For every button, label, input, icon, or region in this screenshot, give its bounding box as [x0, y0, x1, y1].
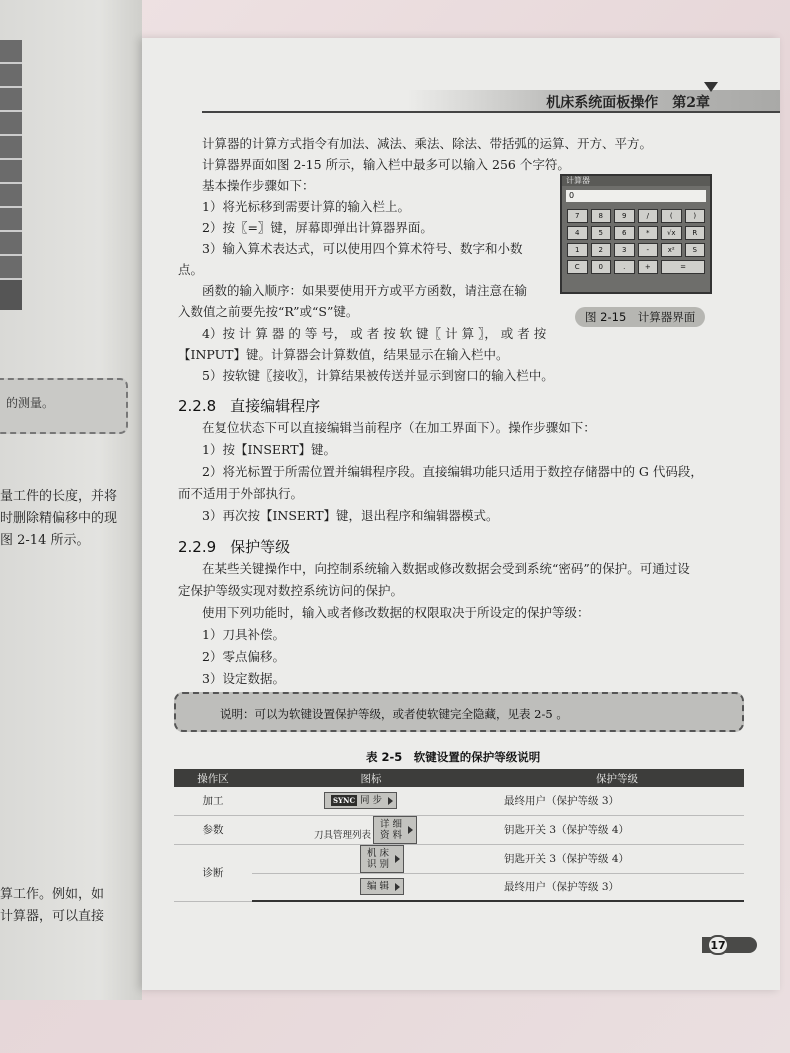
paragraph: 在某些关键操作中，向控制系统输入数据或修改数据会受到系统“密码”的保护。可通过设 — [202, 561, 690, 576]
paragraph: 定保护等级实现对数控系统访问的保护。 — [178, 583, 404, 598]
list-item: 3）设定数据。 — [202, 671, 285, 686]
table-cell-level: 最终用户（保护等级 3） — [490, 873, 744, 901]
left-page-line: 量工件的长度，并将 — [0, 489, 118, 504]
calculator-key: ( — [661, 209, 682, 223]
header-rule — [202, 111, 780, 113]
table-cell-icon — [252, 873, 490, 901]
left-page-note — [0, 378, 128, 434]
running-header: 机床系统面板操作 第2章 — [546, 95, 710, 111]
section-number: 2.2.9 — [178, 538, 217, 556]
step-line: 函数的输入顺序：如果要使用开方或平方函数，请注意在输 — [202, 283, 528, 298]
calculator-keypad — [562, 206, 710, 277]
protection-level-table — [174, 769, 744, 902]
calculator-key: 3 — [614, 243, 635, 257]
left-page — [0, 0, 142, 1000]
note-text: 说明：可以为软键设置保护等级，或者使软键完全隐藏，见表 2-5 。 — [220, 707, 568, 721]
paragraph: 计算器的计算方式指令有加法、减法、乘法、除法、带括弧的运算、开方、平方。 — [202, 136, 653, 151]
table-cell-area: 诊断 — [174, 844, 252, 901]
page-number: 17 — [707, 935, 729, 955]
table-cell-level: 最终用户（保护等级 3） — [490, 787, 744, 815]
paragraph: 而不适用于外部执行。 — [178, 486, 304, 501]
step-line: 点。 — [178, 262, 204, 277]
step-line: 5）按软键〖接收〗，计算结果被传送并显示到窗口的输入栏中。 — [202, 368, 554, 383]
section-heading-229 — [178, 536, 290, 557]
calculator-key: / — [638, 209, 659, 223]
section-heading-228 — [178, 395, 320, 416]
left-page-note-text: 的测量。 — [6, 396, 55, 410]
calculator-key: ) — [685, 209, 706, 223]
table-row — [174, 873, 744, 901]
table-row — [174, 844, 744, 873]
calculator-key: R — [685, 226, 706, 240]
note-box — [174, 692, 744, 732]
calculator-key: C — [567, 260, 588, 274]
section-number: 2.2.8 — [178, 397, 217, 415]
table-cell-area: 加工 — [174, 787, 252, 815]
calculator-key: 8 — [591, 209, 612, 223]
table-row — [174, 815, 744, 844]
figure-caption: 图 2-15 计算器界面 — [575, 307, 705, 327]
step-line: 1）将光标移到需要计算的输入栏上。 — [202, 199, 410, 214]
calculator-key: 9 — [614, 209, 635, 223]
left-page-line: 图 2-14 所示。 — [0, 533, 90, 548]
tool-list-label: 刀具管理列表 — [314, 829, 372, 841]
table-header: 图标 — [252, 769, 490, 787]
paragraph: 1）按【INSERT】键。 — [202, 442, 337, 457]
paragraph: 在复位状态下可以直接编辑当前程序（在加工界面下）。操作步骤如下： — [202, 420, 596, 435]
table-cell-icon — [252, 844, 490, 873]
calculator-key: + — [638, 260, 659, 274]
calculator-key: = — [661, 260, 705, 274]
left-page-screenshot — [0, 40, 22, 310]
calculator-key: . — [614, 260, 635, 274]
paragraph: 基本操作步骤如下： — [202, 178, 315, 193]
header-marker-icon — [704, 82, 718, 92]
calculator-key: 2 — [591, 243, 612, 257]
calculator-title: 计算器 — [562, 176, 710, 186]
calculator-key: 7 — [567, 209, 588, 223]
step-line: 4）按 计 算 器 的 等 号， 或 者 按 软 键〖 计 算 〗， 或 者 按 — [202, 326, 547, 341]
section-title: 保护等级 — [230, 538, 291, 556]
calculator-key: 6 — [614, 226, 635, 240]
left-page-line: 计算器，可以直接 — [0, 909, 105, 924]
calculator-key: 4 — [567, 226, 588, 240]
section-title: 直接编辑程序 — [230, 397, 321, 415]
step-line: 入数值之前要先按“R”或“S”键。 — [178, 304, 359, 319]
calculator-key: 5 — [591, 226, 612, 240]
calculator-key: 0 — [591, 260, 612, 274]
left-page-line: 算工作。例如，如 — [0, 887, 105, 902]
calculator-display: 0 — [566, 190, 706, 202]
table-cell-icon — [252, 815, 490, 844]
sync-softkey — [324, 792, 397, 809]
table-cell-level: 钥匙开关 3（保护等级 4） — [490, 815, 744, 844]
calculator-key: * — [638, 226, 659, 240]
table-header: 保护等级 — [490, 769, 744, 787]
step-line: 3）输入算术表达式，可以使用四个算术符号、数字和小数 — [202, 241, 523, 256]
table-cell-level: 钥匙开关 3（保护等级 4） — [490, 844, 744, 873]
left-page-line: 时删除精偏移中的现 — [0, 511, 118, 526]
table-cell-area: 参数 — [174, 815, 252, 844]
list-item: 1）刀具补偿。 — [202, 627, 285, 642]
calculator-figure — [560, 174, 712, 294]
table-header: 操作区 — [174, 769, 252, 787]
step-line: 【INPUT】键。计算器会计算数值，结果显示在输入栏中。 — [178, 347, 509, 362]
details-softkey: 详 细 资 料 — [373, 816, 417, 844]
paragraph: 2）将光标置于所需位置并编辑程序段。直接编辑功能只适用于数控存储器中的 G 代码段， — [202, 464, 703, 479]
step-line: 2）按〖=〗键，屏幕即弹出计算器界面。 — [202, 220, 433, 235]
sync-icon: SYNC — [333, 796, 356, 806]
paragraph: 使用下列功能时，输入或者修改数据的权限取决于所设定的保护等级： — [202, 605, 590, 620]
table-caption: 表 2-5 软键设置的保护等级说明 — [366, 750, 541, 764]
list-item: 2）零点偏移。 — [202, 649, 285, 664]
table-cell-icon — [252, 787, 490, 815]
calculator-key: 1 — [567, 243, 588, 257]
paragraph: 计算器界面如图 2-15 所示，输入栏中最多可以输入 256 个字符。 — [202, 157, 570, 172]
table-row — [174, 787, 744, 815]
calculator-key: x² — [661, 243, 682, 257]
machine-id-softkey: 机 床 识 别 — [360, 845, 404, 873]
calculator-key: - — [638, 243, 659, 257]
calculator-key: S — [685, 243, 706, 257]
edit-softkey: 编 辑 — [360, 878, 404, 895]
book-page — [142, 38, 780, 990]
calculator-key: √x — [661, 226, 682, 240]
softkey-label: 同 步 — [360, 795, 383, 807]
paragraph: 3）再次按【INSERT】键，退出程序和编辑器模式。 — [202, 508, 499, 523]
